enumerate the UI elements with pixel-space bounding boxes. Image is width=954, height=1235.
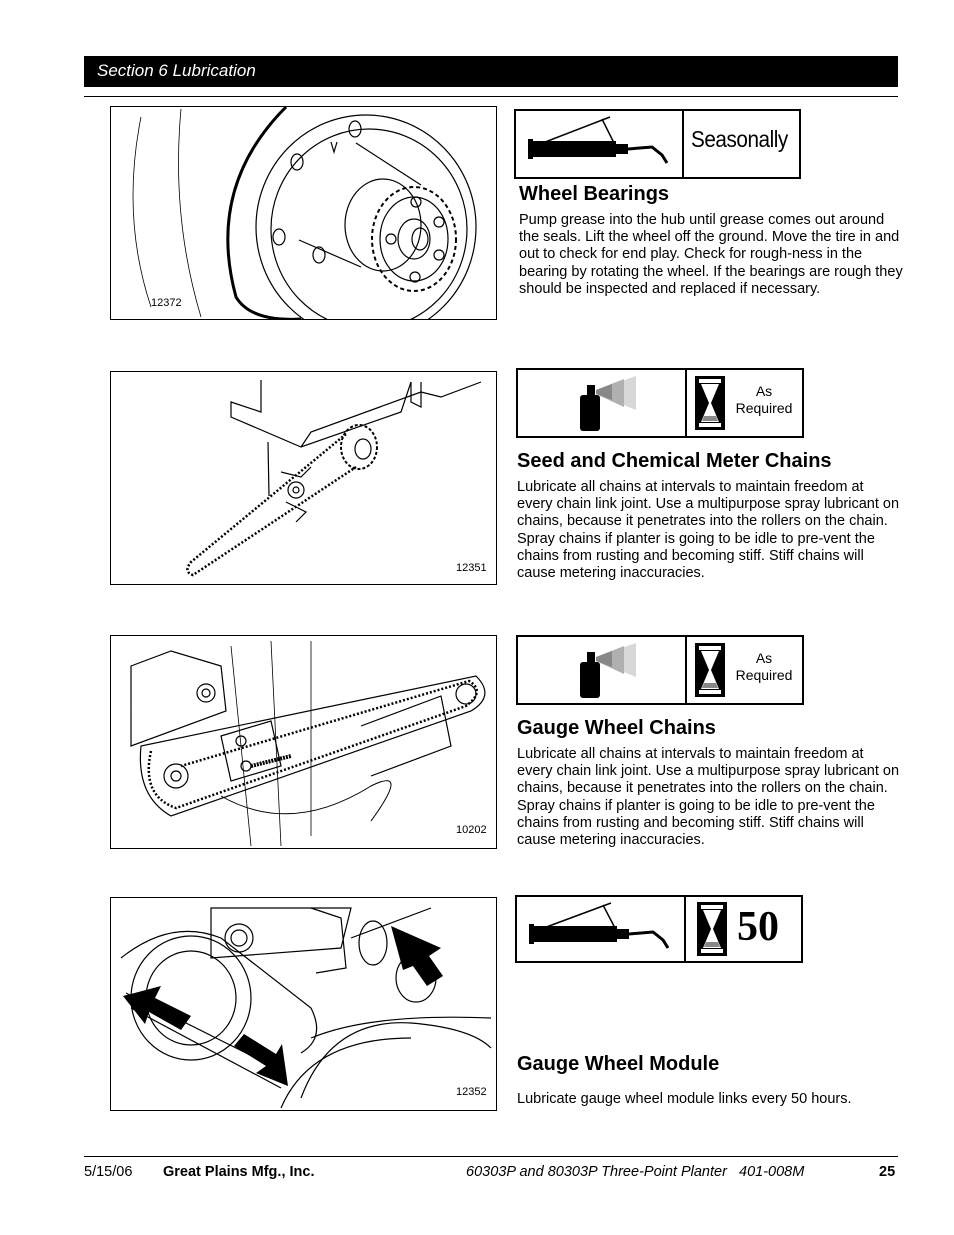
section-title: Section 6 Lubrication	[97, 61, 256, 80]
figure-number: 10202	[456, 824, 487, 836]
figure-number: 12351	[456, 562, 487, 574]
interval-line-2: Required	[735, 667, 793, 683]
wheel-bearings-figure	[110, 106, 497, 320]
grease-gun-icon	[523, 897, 683, 961]
hourglass-icon	[697, 902, 727, 956]
spray-can-icon	[568, 370, 688, 436]
interval-line-1: As	[755, 650, 773, 666]
footer-rule	[84, 1156, 898, 1157]
footer-date: 5/15/06	[84, 1164, 133, 1180]
lube-interval-box	[516, 368, 804, 438]
section-heading: Seed and Chemical Meter Chains	[517, 450, 832, 472]
header-rule	[84, 96, 898, 97]
section-body: Lubricate all chains at intervals to maintain freedom at every chain link joint. Use a multipurpose spray lubricant on chains, because it penetrates into the rollers on the chain. Spray chains if planter is going to be idle to pre-vent the chains from rusting and becoming stiff. Stiff chains will cause metering inaccuracies.	[517, 479, 900, 582]
meter-chains-figure	[110, 371, 497, 585]
section-header-bar	[84, 56, 898, 87]
lube-interval-box	[516, 635, 804, 705]
section-body: Pump grease into the hub until grease comes out around the seals. Lift the wheel off the ground. Move the tire in and out to check for end play. Check for rough-ness in the bearing by rotating the wheel. If the bearings are rough they should be inspected and replaced if necessary.	[519, 212, 903, 297]
hourglass-icon	[695, 643, 725, 697]
footer-company: Great Plains Mfg., Inc.	[163, 1164, 315, 1180]
lube-interval-box	[515, 895, 803, 963]
figure-number: 12372	[151, 297, 182, 309]
section-heading: Gauge Wheel Module	[517, 1053, 720, 1075]
spray-can-icon	[568, 637, 688, 703]
meter-chain-illustration	[111, 372, 496, 584]
interval-label: Seasonally	[691, 126, 788, 152]
figure-number: 12352	[456, 1086, 487, 1098]
interval-line-2: Required	[735, 400, 793, 416]
section-body: Lubricate gauge wheel module links every 50 hours.	[517, 1091, 852, 1107]
section-heading: Gauge Wheel Chains	[517, 717, 716, 739]
hourglass-icon	[695, 376, 725, 430]
grease-gun-icon	[522, 111, 682, 177]
page-number: 25	[879, 1164, 896, 1180]
gauge-wheel-module-figure	[110, 897, 497, 1111]
section-body: Lubricate all chains at intervals to maintain freedom at every chain link joint. Use a multipurpose spray lubricant on chains, because it penetrates into the rollers on the chain. Spray chains if planter is going to be idle to pre-vent the chains from rusting and becoming stiff. Stiff chains will cause metering inaccuracies.	[517, 746, 900, 849]
section-heading: Wheel Bearings	[519, 183, 670, 205]
gauge-wheel-module-illustration	[111, 898, 496, 1110]
gauge-wheel-chain-illustration	[111, 636, 496, 848]
footer-manual-title: 60303P and 80303P Three-Point Planter 401-008M	[466, 1164, 805, 1180]
wheel-hub-illustration	[111, 107, 496, 319]
interval-hours: 50	[737, 904, 779, 950]
gauge-wheel-chains-figure	[110, 635, 497, 849]
lube-interval-box	[514, 109, 801, 179]
interval-line-1: As	[755, 383, 773, 399]
